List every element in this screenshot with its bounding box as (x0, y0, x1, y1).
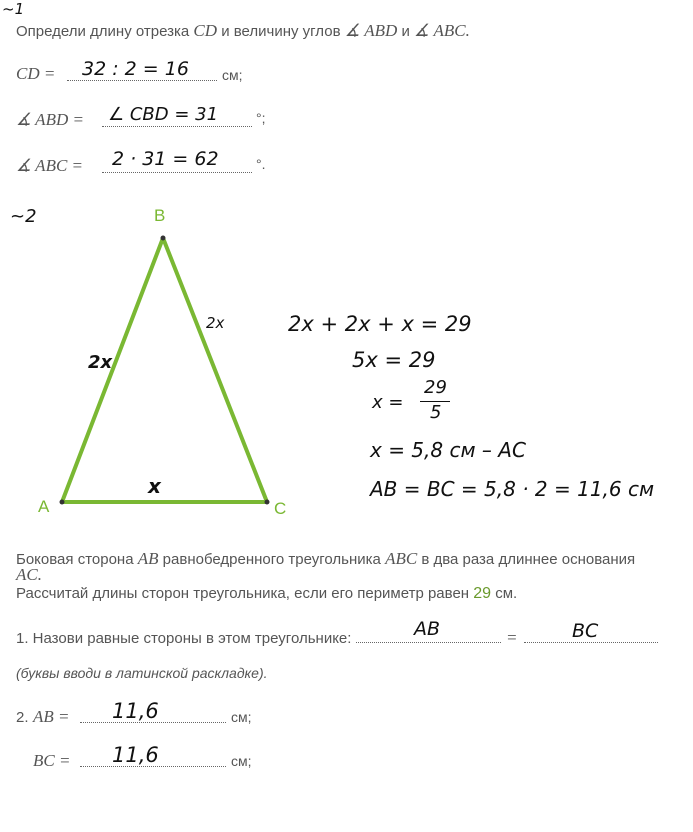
prompt-text-3: и (401, 23, 410, 40)
q1-text: 1. Назови равные стороны в этом треугольнике: (16, 630, 352, 647)
problem-text-a: Боковая сторона (16, 551, 134, 568)
solution-line-1: 2x + 2x + x = 29 (288, 312, 472, 336)
q1-field-2[interactable] (524, 642, 658, 643)
q1-equals: = (506, 628, 518, 647)
vertex-b-dot (161, 236, 166, 241)
solution-line-3: x = (372, 392, 404, 413)
row-abd-unit: °; (256, 110, 266, 126)
vertex-a-dot (60, 500, 65, 505)
problem-text-c: в два раза длиннее основания (421, 551, 636, 568)
q1-answer-1: AB (414, 618, 441, 640)
row-abd-answer: ∠ CBD = 31 (108, 104, 219, 125)
row-abd-label: ∡ ABD = (16, 110, 84, 129)
q2-ab-unit: см; (231, 709, 252, 725)
q2-bc-unit: см; (231, 753, 252, 769)
side-bc-label: 2x (206, 314, 225, 332)
problem-text-b: равнобедренного треугольника (162, 551, 381, 568)
problem-text-e: см. (495, 585, 518, 602)
problem-statement-2 (16, 585, 517, 603)
q2-number: 2. (16, 709, 29, 726)
problem-ac: AC. (16, 565, 42, 584)
row-cd-answer: 32 : 2 = 16 (82, 58, 189, 80)
vertex-a-label: A (38, 497, 50, 516)
row-cd-unit: см; (222, 67, 243, 83)
row-abc-label: ∡ ABC = (16, 156, 84, 175)
q1-answer-2: BC (572, 620, 599, 642)
solution-line-5: AB = BC = 5,8 · 2 = 11,6 см (370, 477, 655, 501)
solution-line-4: x = 5,8 см – AC (370, 438, 526, 462)
problem-abc: ABC (385, 549, 418, 568)
q1-hint: (буквы вводи в латинской раскладке). (16, 665, 268, 681)
fraction-numerator: 29 (424, 377, 447, 398)
problem-ab: AB (137, 549, 159, 568)
fraction-denominator: 5 (430, 402, 442, 423)
q1-field-1[interactable] (356, 642, 501, 643)
q2-ab-label: AB = (33, 707, 70, 726)
vertex-c-dot (265, 500, 270, 505)
q2-ab-answer: 11,6 (112, 699, 159, 723)
prompt-text: Определи длину отрезка (16, 23, 190, 40)
side-ac-label: x (148, 474, 161, 498)
prompt-text-2: и величину углов (221, 23, 341, 40)
solution-line-2: 5x = 29 (352, 348, 436, 372)
task1-number: ~1 (2, 0, 25, 18)
row-abc-answer: 2 · 31 = 62 (112, 148, 219, 170)
q2-bc-answer: 11,6 (112, 743, 159, 767)
vertex-c-label: C (274, 499, 287, 518)
perimeter-value: 29 (473, 585, 492, 602)
task2-number: ~2 (10, 206, 37, 227)
vertex-b-label: B (154, 206, 166, 225)
q2-bc-label: BC = (33, 751, 71, 770)
side-ab-label: 2x (88, 352, 113, 373)
angle-abc: ∡ ABC. (414, 21, 470, 40)
angle-abd: ∡ ABD (344, 21, 398, 40)
segment-cd: CD (193, 21, 218, 40)
problem-statement-1 (16, 549, 635, 569)
row-cd-label: CD = (16, 64, 56, 83)
row-abc-unit: °. (256, 156, 266, 172)
problem-text-d: Рассчитай длины сторон треугольника, если его периметр равен (16, 585, 470, 602)
